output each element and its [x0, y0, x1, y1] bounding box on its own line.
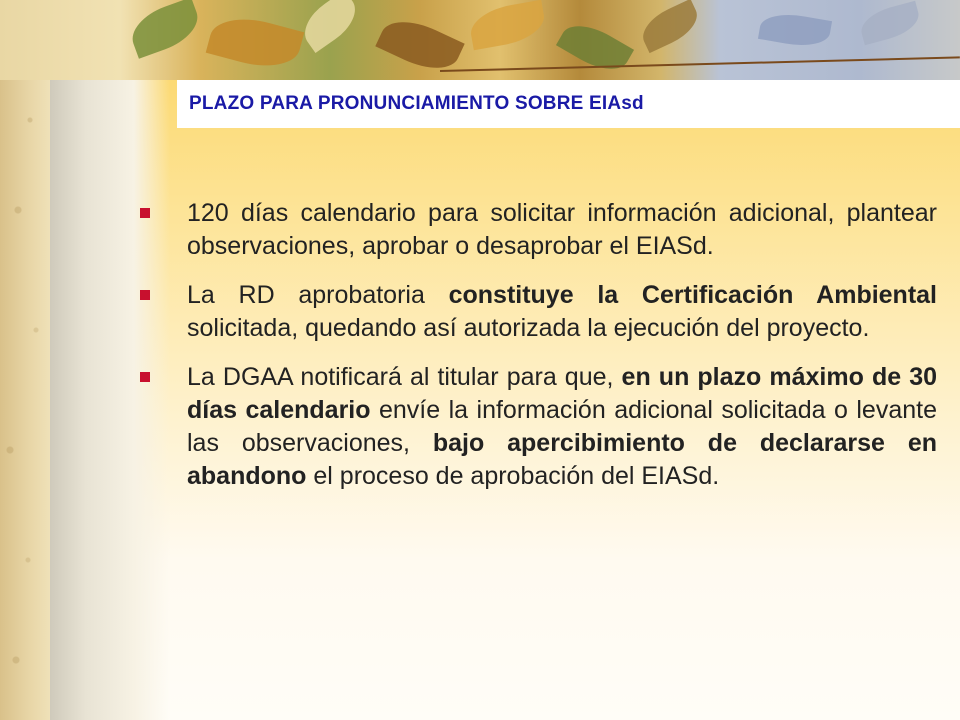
leaf-image: [857, 1, 923, 46]
decorative-left-strip: [0, 0, 50, 720]
leaf-image: [206, 9, 305, 76]
list-item: [140, 197, 937, 263]
text-run: La DGAA notificará al titular para que,: [187, 363, 622, 391]
list-item: [140, 361, 937, 493]
list-item-text: [187, 197, 937, 263]
list-item-text: [187, 361, 937, 493]
square-bullet-icon: [140, 372, 150, 382]
leaf-image: [556, 15, 634, 80]
leaf-image: [125, 0, 204, 59]
text-run: solicitada, quedando así autorizada la ejecución del proyecto.: [187, 314, 870, 342]
text-run: La RD aprobatoria: [187, 281, 449, 309]
text-run: envíe la información adicional solicitada o levante las observaciones,: [187, 396, 937, 457]
square-bullet-icon: [140, 290, 150, 300]
square-bullet-icon: [140, 208, 150, 218]
bullet-list: [140, 197, 937, 509]
list-item-text: [187, 279, 937, 345]
slide-title: PLAZO PARA PRONUNCIAMIENTO SOBRE EIAsd: [189, 93, 644, 114]
leaf-image: [636, 0, 704, 53]
leaf-image: [295, 0, 364, 53]
bold-text-run: constituye la Certificación Ambiental: [448, 281, 938, 309]
text-run: 120 días calendario para solicitar información adicional, plantear observaciones, aprobar o desaprobar el EIASd.: [187, 199, 937, 260]
leaf-image: [758, 9, 832, 51]
leaf-image: [467, 0, 547, 50]
title-bar: [177, 80, 960, 128]
list-item: [140, 279, 937, 345]
text-run: el proceso de aprobación del EIASd.: [306, 462, 720, 490]
bold-text-run: bajo apercibimiento de declararse en abandono: [187, 429, 937, 490]
bold-text-run: en un plazo máximo de 30 días calendario: [187, 363, 938, 424]
